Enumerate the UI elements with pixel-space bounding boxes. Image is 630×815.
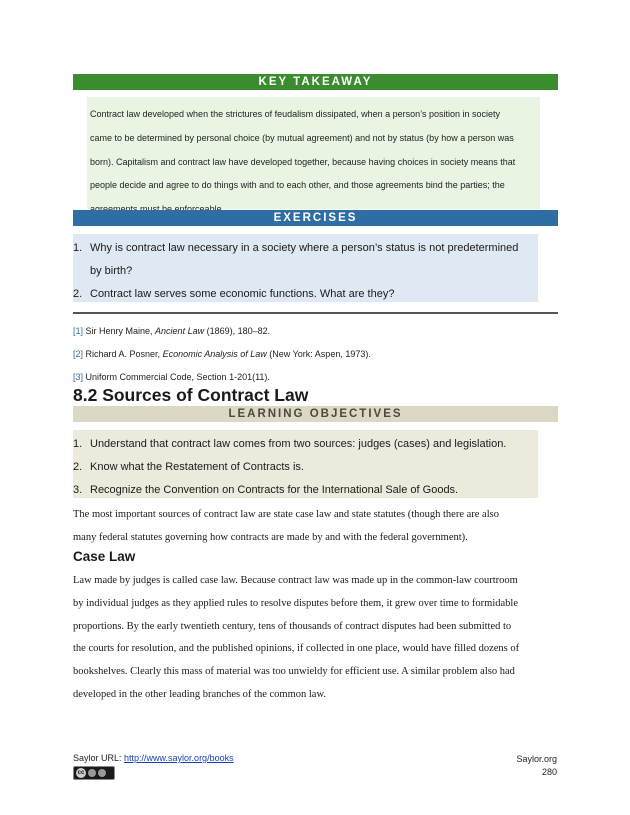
footnote-text: Richard A. Posner, (83, 349, 163, 359)
footer-url (73, 753, 234, 763)
page-number: 280 (541, 767, 557, 777)
cc-icon: cc (77, 770, 85, 776)
key-takeaway-text (90, 103, 540, 222)
exercise-number: 2. (73, 288, 83, 300)
learning-objectives-heading: LEARNING OBJECTIVES (73, 406, 558, 422)
share-alike-icon (98, 769, 106, 777)
paragraph-line: The most important sources of contract law are state case law and state statutes (though there are also (73, 509, 499, 520)
objective-text: Know what the Restatement of Contracts is. (90, 461, 304, 473)
footnote (73, 372, 270, 382)
objective-number: 1. (73, 438, 83, 450)
exercises-heading: EXERCISES (73, 210, 558, 226)
key-takeaway-heading: KEY TAKEAWAY (73, 74, 558, 90)
footnote-ref-link[interactable]: [2] (73, 349, 84, 359)
footnote-title: Ancient Law (155, 326, 205, 336)
exercise-line: Contract law serves some economic functions. What are they? (90, 288, 395, 300)
footnote-text: (New York: Aspen, 1973). (266, 349, 371, 359)
takeaway-line: came to be determined by personal choice (by mutual agreement) and not by status (by how a person was (90, 132, 514, 143)
case-law-heading: Case Law (73, 549, 136, 564)
footnote (73, 326, 270, 336)
paragraph-line: bookshelves. Clearly this mass of material was too unwieldy for efficient use. A similar problem also had (73, 666, 515, 678)
exercise-text (90, 283, 394, 306)
takeaway-line: people decide and agree to do things with and to each other, and those agreements bind the parties; the (90, 180, 505, 191)
footnote-ref-link[interactable]: [1] (73, 326, 84, 336)
divider-rule (73, 312, 558, 314)
case-law-paragraph (73, 570, 558, 707)
footer-label: Saylor URL: (73, 753, 125, 763)
paragraph-line: many federal statutes governing how contracts are made by and with the federal government). (73, 531, 468, 543)
footnote-title: Economic Analysis of Law (162, 349, 267, 359)
footnote (73, 349, 371, 359)
paragraph-line: developed in the other leading branches of the common law. (73, 688, 326, 700)
footnote-text: Uniform Commercial Code, Section 1-201(11). (83, 372, 270, 382)
footnote-ref-link[interactable]: [3] (73, 372, 84, 382)
exercise-line: by birth? (90, 265, 133, 277)
takeaway-line: born). Capitalism and contract law have developed together, because having choices in society means that (90, 156, 516, 167)
footer-site: Saylor.org (516, 754, 557, 764)
objective-number: 2. (73, 461, 83, 473)
intro-paragraph (73, 504, 558, 550)
paragraph-line: Law made by judges is called case law. Because contract law was made up in the common-law courtroom (73, 575, 518, 586)
paragraph-line: by individual judges as they applied rules to resolve disputes before them, it grew over time to formidable (73, 597, 518, 609)
attribution-icon (88, 769, 96, 777)
saylor-books-link[interactable]: http://www.saylor.org/books (124, 753, 234, 763)
footnote-text: Sir Henry Maine, (83, 326, 156, 336)
exercise-line: Why is contract law necessary in a society where a person’s status is not predetermined (90, 242, 519, 254)
objective-text: Recognize the Convention on Contracts for the International Sale of Goods. (90, 484, 459, 496)
exercise-text (90, 237, 518, 283)
section-title: 8.2 Sources of Contract Law (73, 385, 309, 405)
paragraph-line: proportions. By the early twentieth century, tens of thousands of contract disputes had been submitted to (73, 620, 512, 632)
objective-number: 3. (73, 484, 83, 496)
exercise-number: 1. (73, 242, 83, 254)
objective-text: Understand that contract law comes from two sources: judges (cases) and legislation. (90, 438, 507, 450)
footer-page-info (480, 753, 557, 779)
takeaway-line: Contract law developed when the strictures of feudalism dissipated, when a person’s position in society (90, 109, 501, 119)
footnote-text: (1869), 180–82. (204, 326, 271, 336)
creative-commons-badge[interactable] (73, 766, 115, 780)
paragraph-line: the courts for resolution, and the published opinions, if collected in one place, would have filled dozens of (73, 643, 520, 655)
